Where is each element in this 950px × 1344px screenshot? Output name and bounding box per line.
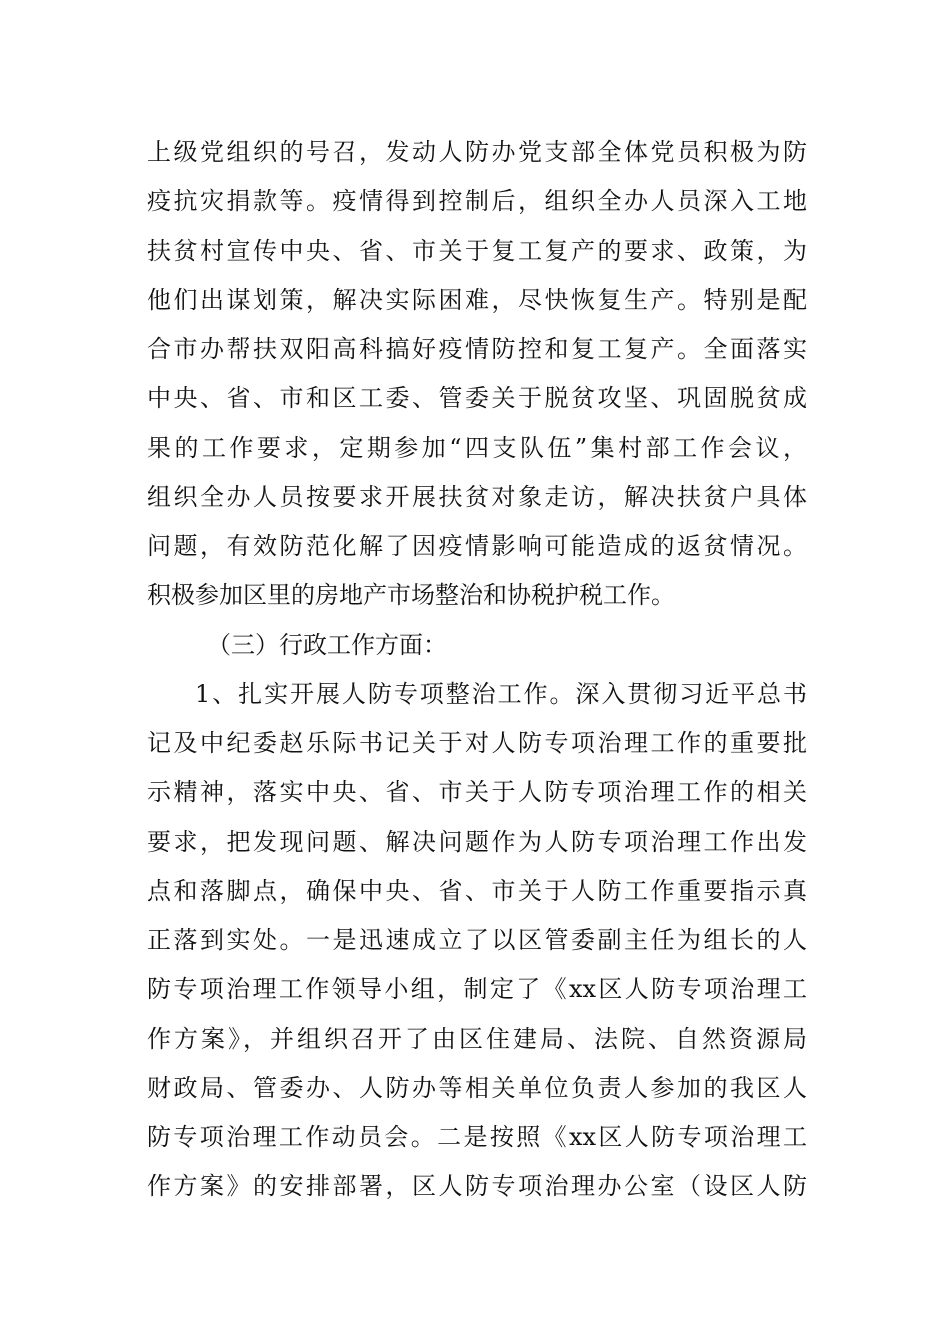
body-line: 财政局、管委办、人防办等相关单位负责人参加的我区人 <box>147 1074 807 1102</box>
body-line: 上级党组织的号召，发动人防办党支部全体党员积极为防 <box>147 138 807 166</box>
body-line: 中央、省、市和区工委、管委关于脱贫攻坚、巩固脱贫成 <box>147 384 807 412</box>
body-line: 示精神，落实中央、省、市关于人防专项治理工作的相关 <box>147 778 807 806</box>
body-line: 问题，有效防范化解了因疫情影响可能造成的返贫情况。 <box>147 532 807 560</box>
body-line: 防专项治理工作领导小组，制定了《xx区人防专项治理工 <box>147 975 807 1003</box>
section-heading: （三）行政工作方面： <box>207 631 447 659</box>
body-line: 正落到实处。一是迅速成立了以区管委副主任为组长的人 <box>147 926 807 954</box>
body-line: 疫抗灾捐款等。疫情得到控制后，组织全办人员深入工地 <box>147 187 807 215</box>
body-line: 他们出谋划策，解决实际困难，尽快恢复生产。特别是配 <box>147 286 807 314</box>
body-line: 组织全办人员按要求开展扶贫对象走访，解决扶贫户具体 <box>147 483 807 511</box>
body-line: 点和落脚点，确保中央、省、市关于人防工作重要指示真 <box>147 877 807 905</box>
body-line: 作方案》，并组织召开了由区住建局、法院、自然资源局 <box>147 1025 807 1053</box>
body-line: 记及中纪委赵乐际书记关于对人防专项治理工作的重要批 <box>147 729 807 757</box>
body-line: 防专项治理工作动员会。二是按照《xx区人防专项治理工 <box>147 1123 807 1151</box>
body-line: 要求，把发现问题、解决问题作为人防专项治理工作出发 <box>147 828 807 856</box>
paragraph-last-line: 积极参加区里的房地产市场整治和协税护税工作。 <box>147 581 675 609</box>
item-first-line: 1、扎实开展人防专项整治工作。深入贯彻习近平总书 <box>195 680 807 708</box>
body-line: 果的工作要求，定期参加“四支队伍”集村部工作会议， <box>147 434 807 462</box>
body-line: 扶贫村宣传中央、省、市关于复工复产的要求、政策，为 <box>147 237 807 265</box>
body-line: 作方案》的安排部署，区人防专项治理办公室（设区人防 <box>147 1172 807 1200</box>
body-line: 合市办帮扶双阳高科搞好疫情防控和复工复产。全面落实 <box>147 335 807 363</box>
